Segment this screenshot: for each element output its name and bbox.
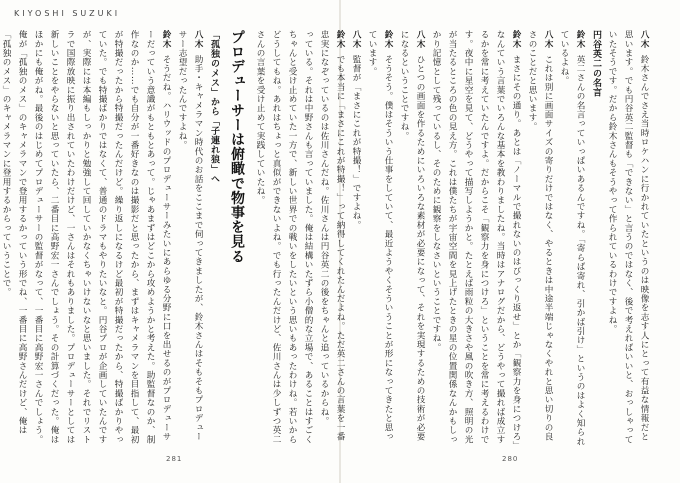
dialogue-text: 監督が「まさにこれが特撮！」ですよね。 — [351, 54, 361, 230]
running-header: KIYOSHI SUZUKI — [14, 9, 121, 18]
dialogue-text: そうだね。ハリウッドのプロデューサーみたいにあらゆる分野に口を出せるのがプロデューサーだっていう意識がもともとあって。じゃあまずはどこから攻めようかと考えた。助監督なのか、制作なのか……でも自分が一番好きなのは撮影だと思ったから、まずはキャメラマンを目指して、最初が特撮だったから特撮だったんだけど。繰り返しになるけど最初が特撮だったから、特撮ばかりやっていた。でも特撮ばかりではなくて、普通のドラマもやりたいなと。円谷プロが企画していたんですが、実際には本編もしっかりと勉強して回していかなくちゃいけないなと思いました。それでリストラで国際放映に振り出されていたわけだけど、一さんはそれもありました。プロデューサーとしては新しいことをやらないと思っていたら、二番目に高野宏一さんでしょう。その計算づくだった。俺はほかにも俺がね。最後のはじめてプロデューサーの監督がなって、一番目に高野宏一さんでしょう。俺が「孤独のメス」のキャメラマンで登用するかっていう形でね、一番目に高野さんだけど、俺は「孤独のメス」のキャメラマンに登用するからっていうことで。 — [1, 30, 171, 444]
intro-paragraph: っている。それは中野さんも言っていました。俺は結構いたずら小僧的な立場で、あることはすごくちゃんと受け止めていた一方で、新しい世界での戦いをしたいという思いもあったわけね。若いからどうしてもね。あれはちょっと真似ができないよね。でも行ったんだけど、佐川さんは少しずつ英二さんの言葉を受け止めて実践していたね。 — [255, 30, 313, 444]
speaker-label: 八木 — [543, 30, 553, 49]
dialogue-text: そうそう。僕はそういう仕事をしていて、最近ようやくそういうことが形になってきたと思っています。 — [367, 30, 393, 442]
right-page-text — [319, 30, 652, 450]
dialogue-text: まさにその通り。あとは「ノーマルで撮れないのはびっくり返せ」とか「観察力を身につけろ」なんていう言葉でいろんな基本を教わりましたね。当時はアナログだから、どうやって撮れば成立するかを常に考えていたんですよ。だからこそ「観察力を身につけろ」ということを常に考えるわけです。夜中に星空を見て、どうやって描写しようかと。たとえば雨粒の大きさや風の吹き方、照明の光が当たるところの色の見え方。これは僕たちが宇宙空間を見上げたときの星の位置関係なんかもしっかり記憶として残っているし、そのために観察をしなさいということですね。 — [431, 30, 521, 447]
speaker-label: 鈴木 — [161, 30, 171, 49]
speaker-label: 鈴木 — [575, 30, 585, 49]
section-heading: プロデューサーは俯瞰で物事を見る — [229, 30, 245, 264]
speaker-label: 八木 — [351, 30, 361, 49]
sub-heading: 「孤独のメス」から「子連れ狼」へ — [209, 30, 219, 184]
speaker-label: 鈴木 — [335, 30, 345, 49]
left-page-text — [1, 30, 316, 450]
page-number-left: 281 — [166, 455, 183, 463]
speaker-label: 八木 — [415, 30, 425, 49]
dialogue-text: 助手・キャメラマン時代のお話をここまで伺ってきましたが、鈴木さんはそもそもプロデューサー志望だったんですよね。 — [177, 30, 203, 442]
right-page — [319, 30, 652, 450]
page-number-right: 280 — [502, 455, 519, 463]
dialogue-text: 英二さんの名言っていっぱいあるんですね。「寄らば寄れ、引かば引け」というのはよく知られているよね。 — [559, 30, 585, 447]
left-page — [1, 30, 316, 450]
speaker-label: 八木 — [639, 30, 649, 49]
speaker-label: 八木 — [193, 30, 203, 49]
dialogue-text: でも本当に「まさにこれが特撮！」って納得してくれたんだよね。ただ英二さんの言葉を一番忠実になぞっているのは佐川さんだね。佐川さんは円谷英二の後をちゃんと追っているからね。 — [319, 30, 345, 442]
speaker-label: 鈴木 — [383, 30, 393, 49]
speaker-label: 鈴木 — [511, 30, 521, 49]
dialogue-text: 鈴木さんでさえ当時ロケハンに行かれていたというのは映像を志す人にとって有益な情報だと思います。でも円谷英二監督も「できない」と言うのではなく、後で考えればいいと、おっしゃっていたそうです。だから鈴木さんもそうやって作られているわけですよね。 — [607, 30, 649, 444]
section-title: 円谷英二の名言 — [591, 30, 601, 98]
dialogue-text: これは別に画面サイズの寄りだけではなく、やるときは中途半端じゃなくやれと思い切りの良さのことだと思います。 — [527, 30, 553, 442]
dialogue-text: ひとつの画面を作るためにいろいろな素材が必要になって、それを実現するための技術が必要になるということですね。 — [399, 30, 425, 442]
